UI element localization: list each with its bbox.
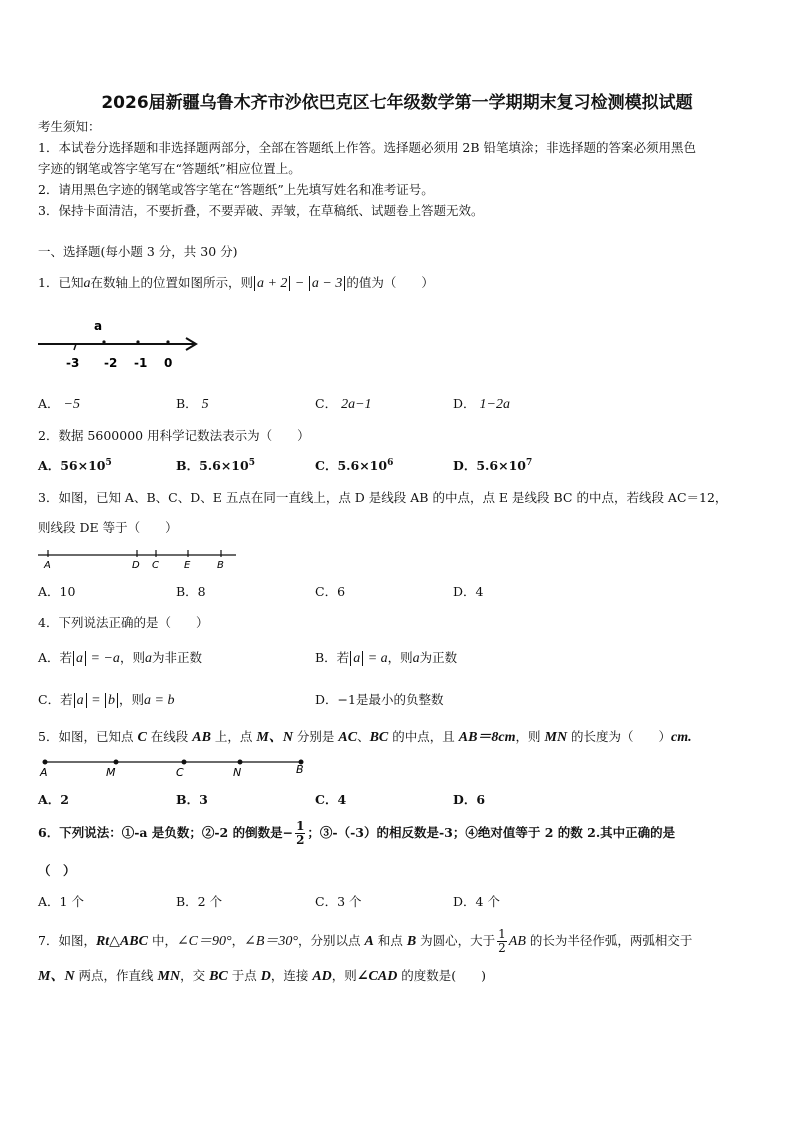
q6-option-b: B．2 个 bbox=[176, 894, 223, 909]
tick-neg1 bbox=[136, 340, 139, 343]
label-c: C bbox=[176, 766, 184, 779]
notice-line-4: 3．保持卡面清洁，不要折叠，不要弄破、弄皱，在草稿纸、试题卷上答题无效。 bbox=[38, 203, 484, 218]
label-e: E bbox=[184, 560, 191, 571]
segment-figure-q5 bbox=[36, 753, 308, 781]
point-a bbox=[43, 760, 48, 765]
q3-option-c: C．6 bbox=[315, 584, 346, 599]
tick-0 bbox=[166, 340, 169, 343]
question-1: 1．已知a在数轴上的位置如图所示，则 a + 2 − a − 3 的值为（ ） bbox=[38, 275, 434, 291]
page-title: 2026届新疆乌鲁木齐市沙依巴克区七年级数学第一学期期末复习检测模拟试题 bbox=[101, 93, 693, 113]
q4-option-c: C．若 a = b ，则a = b bbox=[38, 692, 175, 708]
q1-option-d: D． 1−2a bbox=[453, 396, 510, 412]
notice-line-3: 2．请用黑色字迹的钢笔或答字笔在“答题纸”上先填写姓名和准考证号。 bbox=[38, 182, 434, 197]
q5-option-d: D．6 bbox=[453, 792, 486, 807]
segment-figure-q3 bbox=[36, 546, 240, 572]
q6-option-a: A．1 个 bbox=[38, 894, 84, 909]
question-6: 6．下列说法：①-a 是负数；②-2 的倒数是− $\frac{1}{2}$ ；③-（-3）的相反数是-3；④绝对值等于 2 的数 2.其中正确的是 bbox=[38, 819, 676, 847]
q1-option-b: B． 5 bbox=[176, 396, 209, 412]
point-n bbox=[238, 760, 243, 765]
label-a: A bbox=[44, 560, 51, 571]
tick-label-neg3: -3 bbox=[66, 356, 80, 370]
label-b: B bbox=[217, 560, 224, 571]
q3-option-b: B．8 bbox=[176, 584, 206, 599]
point-m bbox=[114, 760, 119, 765]
question-3-line-2: 则线段 DE 等于（ ） bbox=[38, 520, 178, 535]
q2-option-c: C．$5.6\times 10^6$ bbox=[315, 458, 394, 473]
q2-option-d: D．$5.6\times 10^7$ bbox=[453, 458, 533, 473]
question-6-line-2: （ ） bbox=[38, 863, 76, 878]
section-heading: 一、选择题(每小题 3 分，共 30 分) bbox=[38, 244, 238, 259]
label-n: N bbox=[233, 766, 242, 779]
q4-option-a: A．若 a = −a，则a为非正数 bbox=[38, 650, 202, 666]
tick-label-neg1: -1 bbox=[134, 356, 148, 370]
label-d: D bbox=[132, 560, 140, 571]
question-7-line-2: M、N 两点，作直线 MN，交 BC 于点 D，连接 AD，则∠CAD 的度数是( ) bbox=[38, 968, 487, 984]
fraction-one-half: $\frac{1}{2}$ bbox=[498, 927, 506, 955]
label-a: A bbox=[40, 766, 48, 779]
notice-heading: 考生须知： bbox=[38, 119, 101, 134]
q5-option-b: B．3 bbox=[176, 792, 208, 807]
question-5: 5．如图，已知点 C 在线段 AB 上，点 M、N 分别是 AC、BC 的中点，且 AB＝8cm，则 MN 的长度为（ ）cm. bbox=[38, 729, 692, 745]
question-4: 4．下列说法正确的是（ ） bbox=[38, 615, 209, 630]
q1-option-c: C． 2a−1 bbox=[315, 396, 372, 412]
q4-option-d: D．−1是最小的负整数 bbox=[315, 692, 444, 707]
fraction-one-half: $\frac{1}{2}$ bbox=[296, 819, 305, 847]
q1-option-a: A． −5 bbox=[38, 396, 80, 412]
q2-option-a: A．$56\times 10^5$ bbox=[38, 458, 112, 473]
question-3-line-1: 3．如图，已知 A、B、C、D、E 五点在同一直线上，点 D 是线段 AB 的中点，点 E 是线段 BC 的中点，若线段 AC＝12， bbox=[38, 490, 728, 505]
point-a-label: a bbox=[94, 319, 103, 333]
tick-neg2 bbox=[102, 340, 105, 343]
tick-label-neg2: -2 bbox=[104, 356, 118, 370]
q4-option-b: B．若 a = a，则a为正数 bbox=[315, 650, 458, 666]
notice-line-2: 字迹的钢笔或答字笔写在“答题纸”相应位置上。 bbox=[38, 161, 301, 176]
label-m: M bbox=[106, 766, 116, 779]
q2-option-b: B．$5.6\times 10^5$ bbox=[176, 458, 255, 473]
question-7-line-1: 7．如图，Rt△ABC 中，∠C＝90°，∠B＝30°，分别以点 A 和点 B 为圆心，大于 $\frac{1}{2}$ AB 的长为半径作弧，两弧相交于 bbox=[38, 927, 693, 955]
notice-line-1: 1．本试卷分选择题和非选择题两部分，全部在答题纸上作答。选择题必须用 2B 铅笔填涂；非选择题的答案必须用黑色 bbox=[38, 140, 697, 155]
point-c bbox=[182, 760, 187, 765]
q3-option-a: A．10 bbox=[38, 584, 76, 599]
q3-option-d: D．4 bbox=[453, 584, 484, 599]
tick-label-0: 0 bbox=[164, 356, 173, 370]
q5-option-a: A．2 bbox=[38, 792, 69, 807]
q5-option-c: C．4 bbox=[315, 792, 347, 807]
q6-option-d: D．4 个 bbox=[453, 894, 500, 909]
label-c: C bbox=[152, 560, 159, 571]
q6-option-c: C．3 个 bbox=[315, 894, 362, 909]
label-b: B bbox=[296, 763, 304, 776]
number-line-figure bbox=[34, 318, 214, 376]
question-2: 2．数据 5600000 用科学记数法表示为（ ） bbox=[38, 428, 310, 443]
